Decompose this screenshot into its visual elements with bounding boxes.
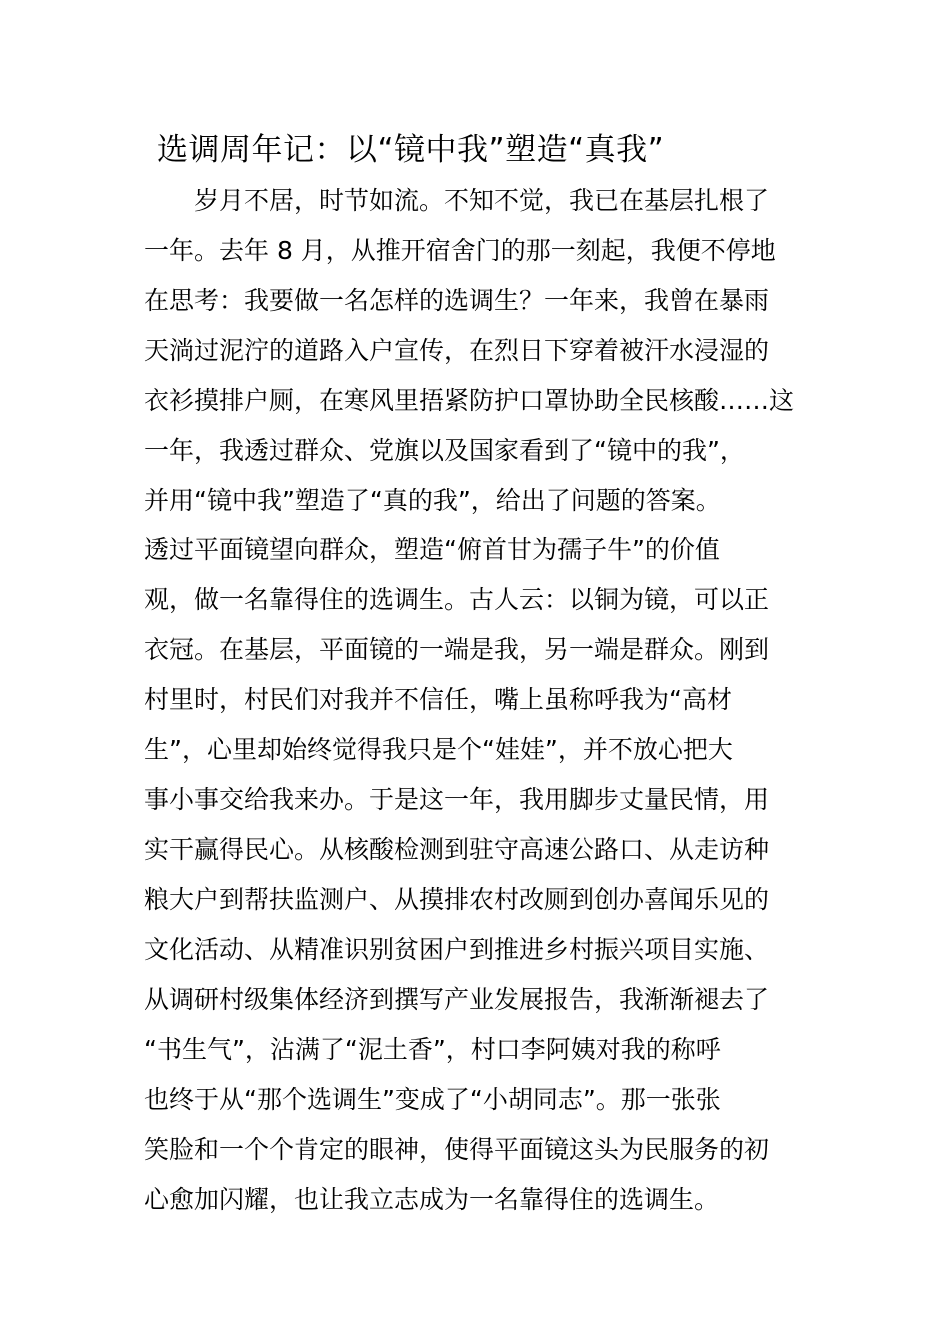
paragraph-1-line-3: 在思考：我要做一名怎样的选调生？一年来，我曾在暴雨 bbox=[144, 286, 770, 315]
paragraph-2-line-14: 心愈加闪耀，也让我立志成为一名靠得住的选调生。 bbox=[144, 1185, 720, 1214]
document-title: 选调周年记：以“镜中我”塑造“真我” bbox=[157, 132, 665, 168]
paragraph-1-line-4: 天淌过泥泞的道路入户宣传，在烈日下穿着被汗水浸湿的 bbox=[144, 336, 770, 365]
paragraph-1-line-2: 一年。去年 8 月，从推开宿舍门的那一刻起，我便不停地 bbox=[144, 236, 776, 265]
paragraph-1-line-1: 岁月不居，时节如流。不知不觉，我已在基层扎根了 bbox=[144, 186, 770, 215]
paragraph-1-line-6: 一年，我透过群众、党旗以及国家看到了“镜中的我”， bbox=[144, 436, 745, 465]
paragraph-2-line-4: 村里时，村民们对我并不信任，嘴上虽称呼我为“高材 bbox=[144, 685, 732, 714]
paragraph-2-line-3: 衣冠。在基层，平面镜的一端是我，另一端是群众。刚到 bbox=[144, 635, 770, 664]
paragraph-2-line-2: 观，做一名靠得住的选调生。古人云：以铜为镜，可以正 bbox=[144, 585, 770, 614]
paragraph-1-line-7: 并用“镜中我”塑造了“真的我”，给出了问题的答案。 bbox=[144, 486, 721, 515]
paragraph-2-line-9: 文化活动、从精准识别贫困户到推进乡村振兴项目实施、 bbox=[144, 935, 770, 964]
paragraph-2-line-6: 事小事交给我来办。于是这一年，我用脚步丈量民情，用 bbox=[144, 785, 770, 814]
paragraph-2-line-8: 粮大户到帮扶监测户、从摸排农村改厕到创办喜闻乐见的 bbox=[144, 885, 770, 914]
paragraph-2-line-13: 笑脸和一个个肯定的眼神，使得平面镜这头为民服务的初 bbox=[144, 1135, 770, 1164]
paragraph-2-line-11: “书生气”，沾满了“泥土香”，村口李阿姨对我的称呼 bbox=[144, 1035, 721, 1064]
paragraph-2-line-5: 生”，心里却始终觉得我只是个“娃娃”，并不放心把大 bbox=[144, 735, 733, 764]
paragraph-1-line-5: 衣衫摸排户厕，在寒风里捂紧防护口罩协助全民核酸……这 bbox=[144, 386, 795, 415]
paragraph-2-line-12: 也终于从“那个选调生”变成了“小胡同志”。那一张张 bbox=[144, 1085, 721, 1114]
paragraph-2-line-7: 实干赢得民心。从核酸检测到驻守高速公路口、从走访种 bbox=[144, 835, 770, 864]
paragraph-2-line-10: 从调研村级集体经济到撰写产业发展报告，我渐渐褪去了 bbox=[144, 985, 770, 1014]
paragraph-2-line-1: 透过平面镜望向群众，塑造“俯首甘为孺子牛”的价值 bbox=[144, 535, 720, 564]
